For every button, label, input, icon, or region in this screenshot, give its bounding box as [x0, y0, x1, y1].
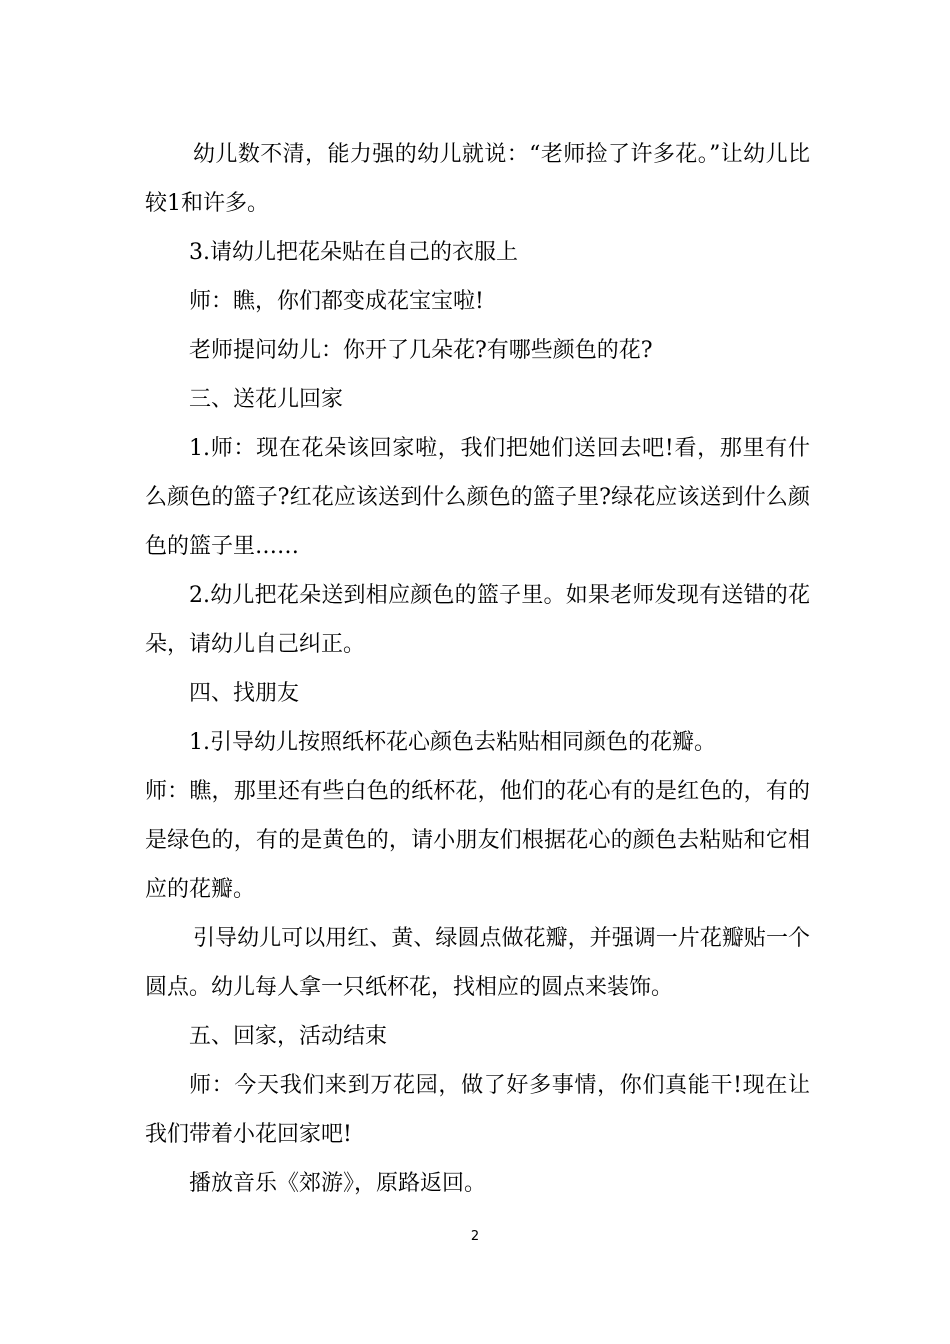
document-body [145, 130, 810, 1208]
paragraph-send-home-1: 1.师：现在花朵该回家啦，我们把她们送回去吧!看，那里有什么颜色的篮子?红花应该送到什么颜色的篮子里?绿花应该送到什么颜色的篮子里…… [145, 436, 810, 559]
paragraph-step-3: 3.请幼儿把花朵贴在自己的衣服上 [189, 240, 518, 265]
paragraph-teacher-look: 师：瞧，你们都变成花宝宝啦! [189, 289, 484, 314]
section-heading-5: 五、回家，活动结束 [189, 1024, 388, 1049]
paragraph-teacher-closing: 师：今天我们来到万花园，做了好多事情，你们真能干!现在让我们带着小花回家吧! [145, 1073, 810, 1147]
paragraph-teacher-question: 老师提问幼儿：你开了几朵花?有哪些颜色的花? [189, 338, 653, 363]
section-heading-4: 四、找朋友 [189, 681, 300, 706]
page-number: 2 [470, 1229, 480, 1244]
paragraph-send-home-2: 2.幼儿把花朵送到相应颜色的篮子里。如果老师发现有送错的花朵，请幼儿自己纠正。 [145, 583, 810, 657]
section-heading-3: 三、送花儿回家 [189, 387, 344, 412]
paragraph-find-friends-1: 1.引导幼儿按照纸杯花心颜色去粘贴相同颜色的花瓣。 [189, 730, 716, 755]
paragraph-play-music: 播放音乐《郊游》，原路返回。 [189, 1171, 487, 1196]
paragraph-guide-dots: 引导幼儿可以用红、黄、绿圆点做花瓣，并强调一片花瓣贴一个圆点。幼儿每人拿一只纸杯花，找相应的圆点来装饰。 [145, 926, 810, 1000]
paragraph-count-flowers: 幼儿数不清，能力强的幼儿就说：“老师捡了许多花。”让幼儿比较1和许多。 [145, 142, 810, 216]
paragraph-teacher-white-flowers: 师：瞧，那里还有些白色的纸杯花，他们的花心有的是红色的，有的是绿色的，有的是黄色的，请小朋友们根据花心的颜色去粘贴和它相应的花瓣。 [145, 779, 810, 902]
